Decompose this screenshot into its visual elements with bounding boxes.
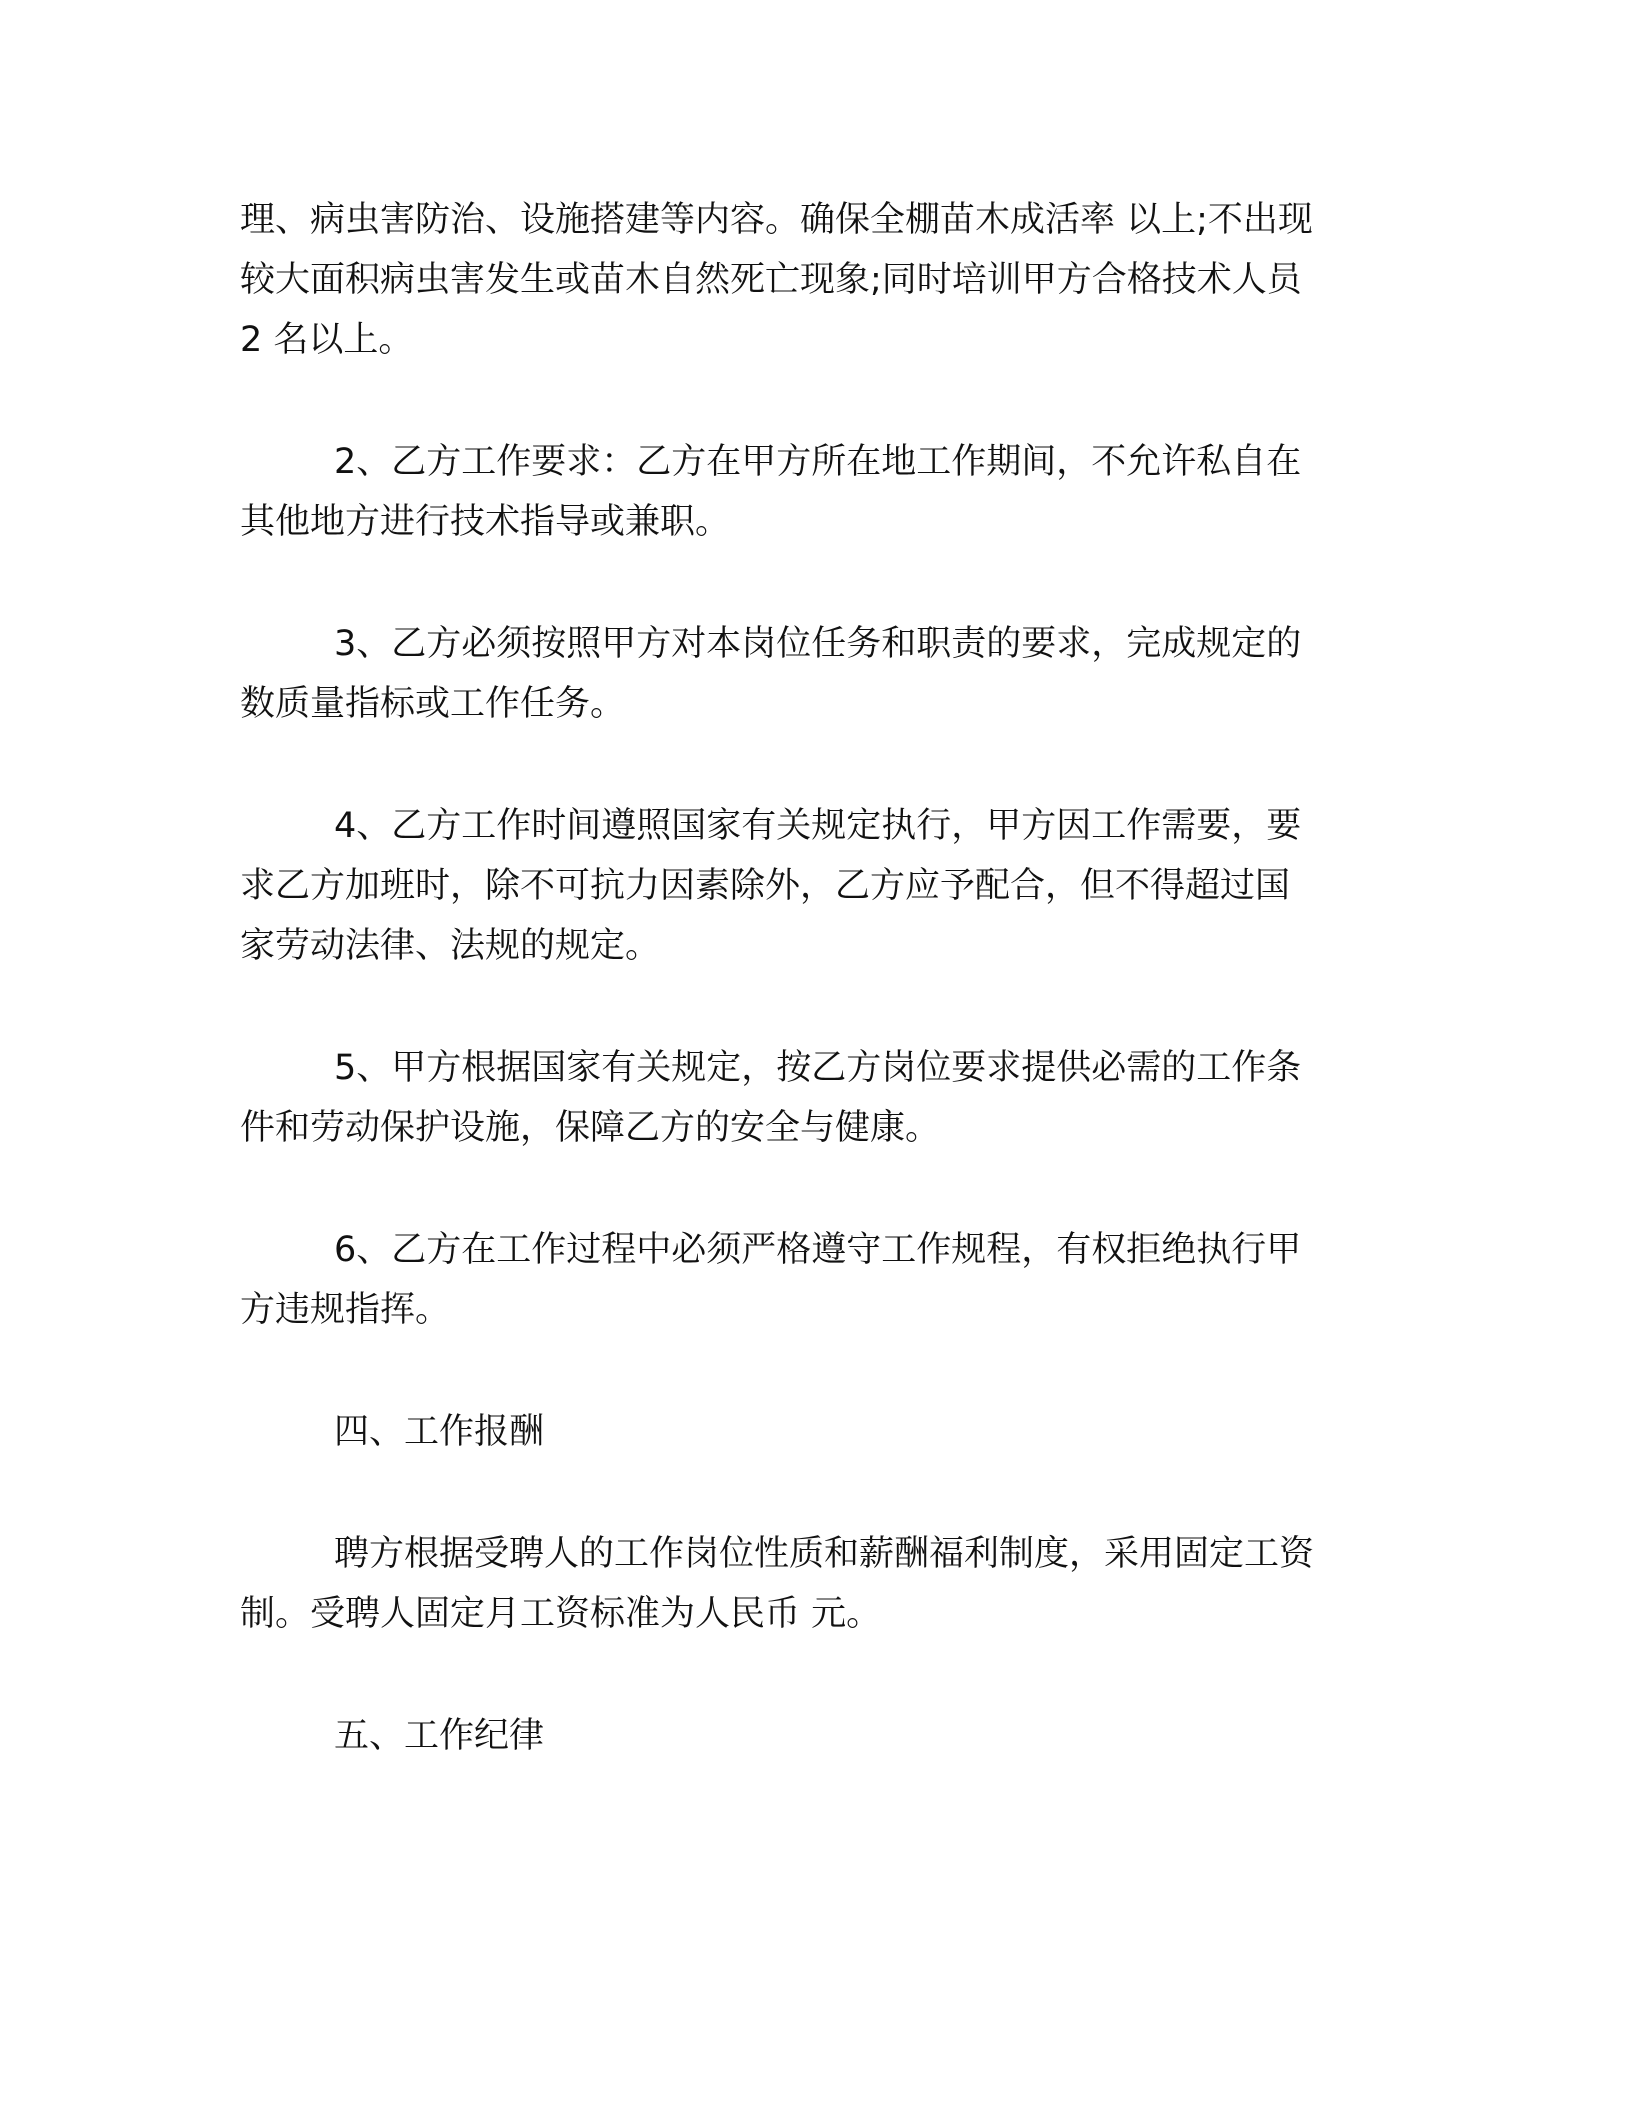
text-line: 2、乙方工作要求：乙方在甲方所在地工作期间，不允许私自在 [334,442,1302,482]
text-line: 4、乙方工作时间遵照国家有关规定执行，甲方因工作需要，要 [334,806,1302,846]
paragraph-training-continuation [240,190,1400,370]
text-line: 较大面积病虫害发生或苗木自然死亡现象;同时培训甲方合格技术人员 [240,260,1302,300]
text-line: 6、乙方在工作过程中必须严格遵守工作规程，有权拒绝执行甲 [334,1230,1302,1270]
section-heading-discipline: 五、工作纪律 [334,1716,545,1756]
text-line: 其他地方进行技术指导或兼职。 [240,502,731,542]
paragraph-clause-5 [240,1038,1400,1158]
document-body [240,190,1400,1828]
section-heading-compensation: 四、工作报酬 [334,1412,545,1452]
text-line: 求乙方加班时，除不可抗力因素除外，乙方应予配合，但不得超过国 [240,866,1291,906]
text-line: 3、乙方必须按照甲方对本岗位任务和职责的要求，完成规定的 [334,624,1302,664]
text-line: 5、甲方根据国家有关规定，按乙方岗位要求提供必需的工作条 [334,1048,1302,1088]
text-line: 数质量指标或工作任务。 [240,684,626,724]
text-line: 家劳动法律、法规的规定。 [240,926,661,966]
text-line: 方违规指挥。 [240,1290,451,1330]
paragraph-clause-6 [240,1220,1400,1340]
text-line: 聘方根据受聘人的工作岗位性质和薪酬福利制度，采用固定工资 [334,1534,1315,1574]
text-line: 理、病虫害防治、设施搭建等内容。确保全棚苗木成活率 以上;不出现 [240,200,1313,240]
paragraph-compensation [240,1524,1400,1644]
paragraph-clause-3 [240,614,1400,734]
paragraph-clause-4 [240,796,1400,976]
text-line: 件和劳动保护设施，保障乙方的安全与健康。 [240,1108,941,1148]
text-line: 制。受聘人固定月工资标准为人民币 元。 [240,1594,882,1634]
paragraph-clause-2 [240,432,1400,552]
text-line: 2 名以上。 [240,320,414,360]
